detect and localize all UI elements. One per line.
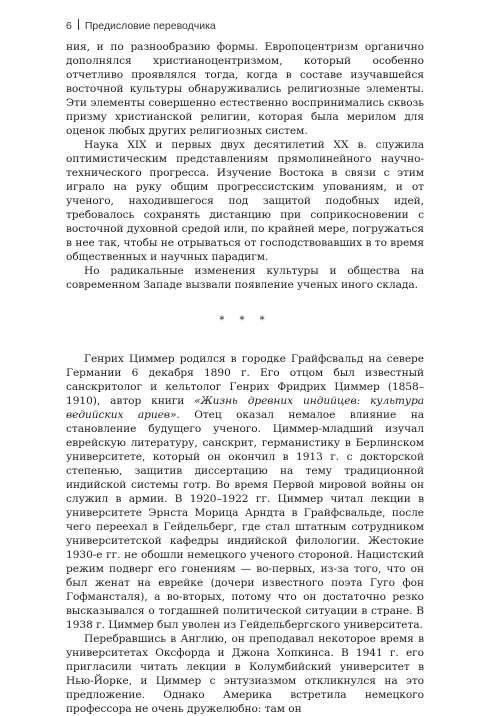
book-title: «Жизнь древних индийцев: культура ведийских ариев» [66, 395, 424, 421]
section-separator: * * * [219, 315, 271, 326]
paragraph-1: ния, и по разнообразию формы. Европоцентризм органично дополнялся христианоцентризмом, который особенно отчетливо проявлялся тогда, когда в составе изучавшейся восточной культуры обнаруживались религиозные элементы. Эти элементы совершенно естественно воспринимались сквозь призму христианской религии, которая была мерилом для оценок любых других религиозных систем. [66, 41, 424, 137]
paragraph-emigration: Перебравшись в Англию, он преподавал некоторое время в университетах Оксфорда и Джона Хопкинса. В 1941 г. его пригласили читать лекции в Колумбийский университет в Нью-Йорке, и Циммер с энтузиазмом откликнулся на это предложение. Однако Америка встретила немецкого профессора не очень дружелюбно: там он [66, 633, 424, 715]
paragraph-3: Но радикальные изменения культуры и общества на современном Западе вызвали появление ученых иного склада. [66, 265, 424, 291]
page-body [66, 40, 424, 716]
running-header [66, 19, 216, 32]
page-number: 6 [66, 20, 72, 32]
running-title: Предисловие переводчика [84, 20, 216, 32]
header-divider [78, 19, 79, 30]
bio-text-2: . Отец оказал немалое влияние на становление будущего ученого. Циммер-младший изучал еврейскую литературу, санскрит, германистику в Берлинском университете, который он окончил в 1913 г. с докторской степенью, защитив диссертацию на тему традиционной индийской системы готр. Во время Первой мировой войны он служил в армии. В 1920–1922 гг. Циммер читал лекции в университете Эрнста Морица Арндта в Грайфсвальде, после чего переехал в Гейдельберг, где стал штатным сотрудником университетской кафедры индийской филологии. Жестокие 1930-е гг. не обошли немецкого ученого стороной. Нацистский режим подверг его гонениям — во-первых, из-за того, что он был женат на еврейке (дочери известного поэта Гуго фон Гофмансталя), а во-вторых, потому что он достаточно резко высказывался о тогдашней политической ситуации в стране. В 1938 г. Циммер был уволен из Гейдельбергского университета. [66, 409, 424, 631]
paragraph-2: Наука XIX и первых двух десятилетий XX в. служила оптимистическим представлениям прямолинейного научно-технического прогресса. Изучение Востока в связи с этим играло на руку общим прогрессистским упованиям, и от ученого, находившегося под защитой подобных идей, требовалось сохранять дистанцию при соприкосновении с восточной духовной средой или, по крайней мере, погружаться в нее так, чтобы не отрываться от господствовавших в то время общественных и научных парадигм. [66, 139, 424, 263]
paragraph-biography [66, 352, 424, 632]
bio-text-1: Генрих Циммер родился в городке Грайфсвальд на севере Германии 6 декабря 1890 г. Его отцом был известный санскритолог и кельтолог Генрих Фридрих Циммер (1858–1910), автор книги [66, 353, 424, 407]
